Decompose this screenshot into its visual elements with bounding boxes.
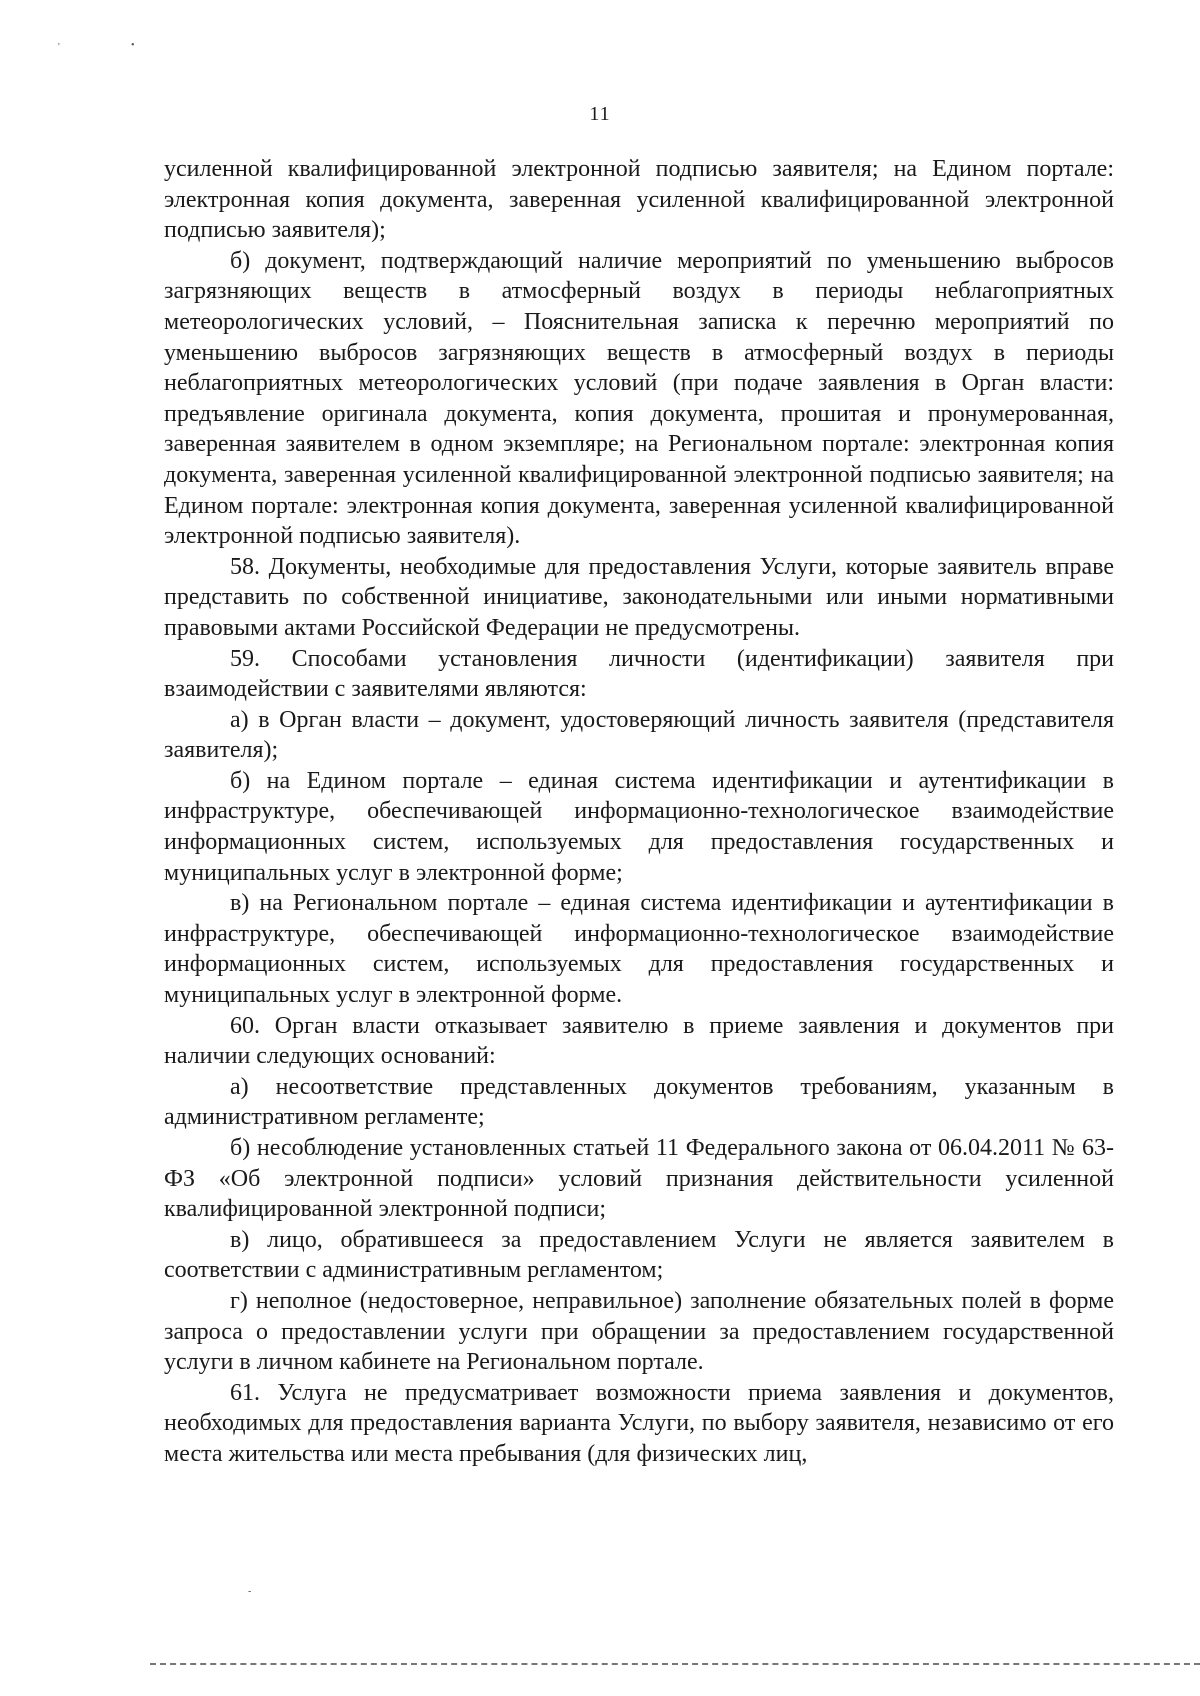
paragraph: 58. Документы, необходимые для предоставления Услуги, которые заявитель вправе представить по собственной инициативе, законодательными или иными нормативными правовыми актами Российской Федерации не предусмотрены. xyxy=(164,553,1114,641)
paragraph: усиленной квалифицированной электронной подписью заявителя; на Едином портале: электронная копия документа, заверенная усиленной квалифицированной электронной подписью заявителя); xyxy=(164,156,1114,244)
paragraph: 61. Услуга не предусматривает возможности приема заявления и документов, необходимых для предоставления варианта Услуги, по выбору заявителя, независимо от его места жительства или места пребывания (для физических лиц, xyxy=(164,1379,1114,1467)
paragraph: а) несоответствие представленных документов требованиям, указанным в административном регламенте; xyxy=(164,1073,1114,1131)
document-text xyxy=(164,154,1114,1470)
paragraph: в) на Региональном портале – единая система идентификации и аутентификации в инфраструктуре, обеспечивающей информационно-технологическое взаимодействие информационных систем, используемых для предоставления государственных и муниципальных услуг в электронной форме. xyxy=(164,890,1114,1009)
paragraph: б) документ, подтверждающий наличие мероприятий по уменьшению выбросов загрязняющих веществ в атмосферный воздух в периоды неблагоприятных метеорологических условий, – Пояснительная записка к перечню мероприятий по уменьшению выбросов загрязняющих веществ в атмосферный воздух в периоды неблагоприятных метеорологических условий (при подаче заявления в Орган власти: предъявление оригинала документа, копия документа, прошитая и пронумерованная, заверенная заявителем в одном экземпляре; на Региональном портале: электронная копия документа, заверенная усиленной квалифицированной электронной подписью заявителя; на Едином портале: электронная копия документа, заверенная усиленной квалифицированной электронной подписью заявителя). xyxy=(164,247,1114,550)
page-number: 11 xyxy=(589,103,611,125)
scan-mark: • xyxy=(131,40,135,51)
paragraph: г) неполное (недостоверное, неправильное) заполнение обязательных полей в форме запроса о предоставлении услуги при обращении за предоставлением государственной услуги в личном кабинете на Региональном портале. xyxy=(164,1287,1114,1376)
scan-mark: - xyxy=(248,1586,252,1597)
scan-mark: ' xyxy=(58,42,60,53)
paragraph: 59. Способами установления личности (идентификации) заявителя при взаимодействии с заявителями являются: xyxy=(164,645,1114,703)
paragraph: б) несоблюдение установленных статьей 11 Федерального закона от 06.04.2011 № 63-ФЗ «Об электронной подписи» условий признания действительности усиленной квалифицированной электронной подписи; xyxy=(164,1135,1114,1223)
paragraph: в) лицо, обратившееся за предоставлением Услуги не является заявителем в соответствии с административным регламентом; xyxy=(164,1226,1114,1284)
paragraph: б) на Едином портале – единая система идентификации и аутентификации в инфраструктуре, обеспечивающей информационно-технологическое взаимодействие информационных систем, используемых для предоставления государственных и муниципальных услуг в электронной форме; xyxy=(164,767,1114,886)
paragraph: 60. Орган власти отказывает заявителю в приеме заявления и документов при наличии следующих оснований: xyxy=(164,1012,1114,1070)
scan-edge-line xyxy=(150,1663,1200,1665)
paragraph: а) в Орган власти – документ, удостоверяющий личность заявителя (представителя заявителя); xyxy=(164,706,1114,764)
